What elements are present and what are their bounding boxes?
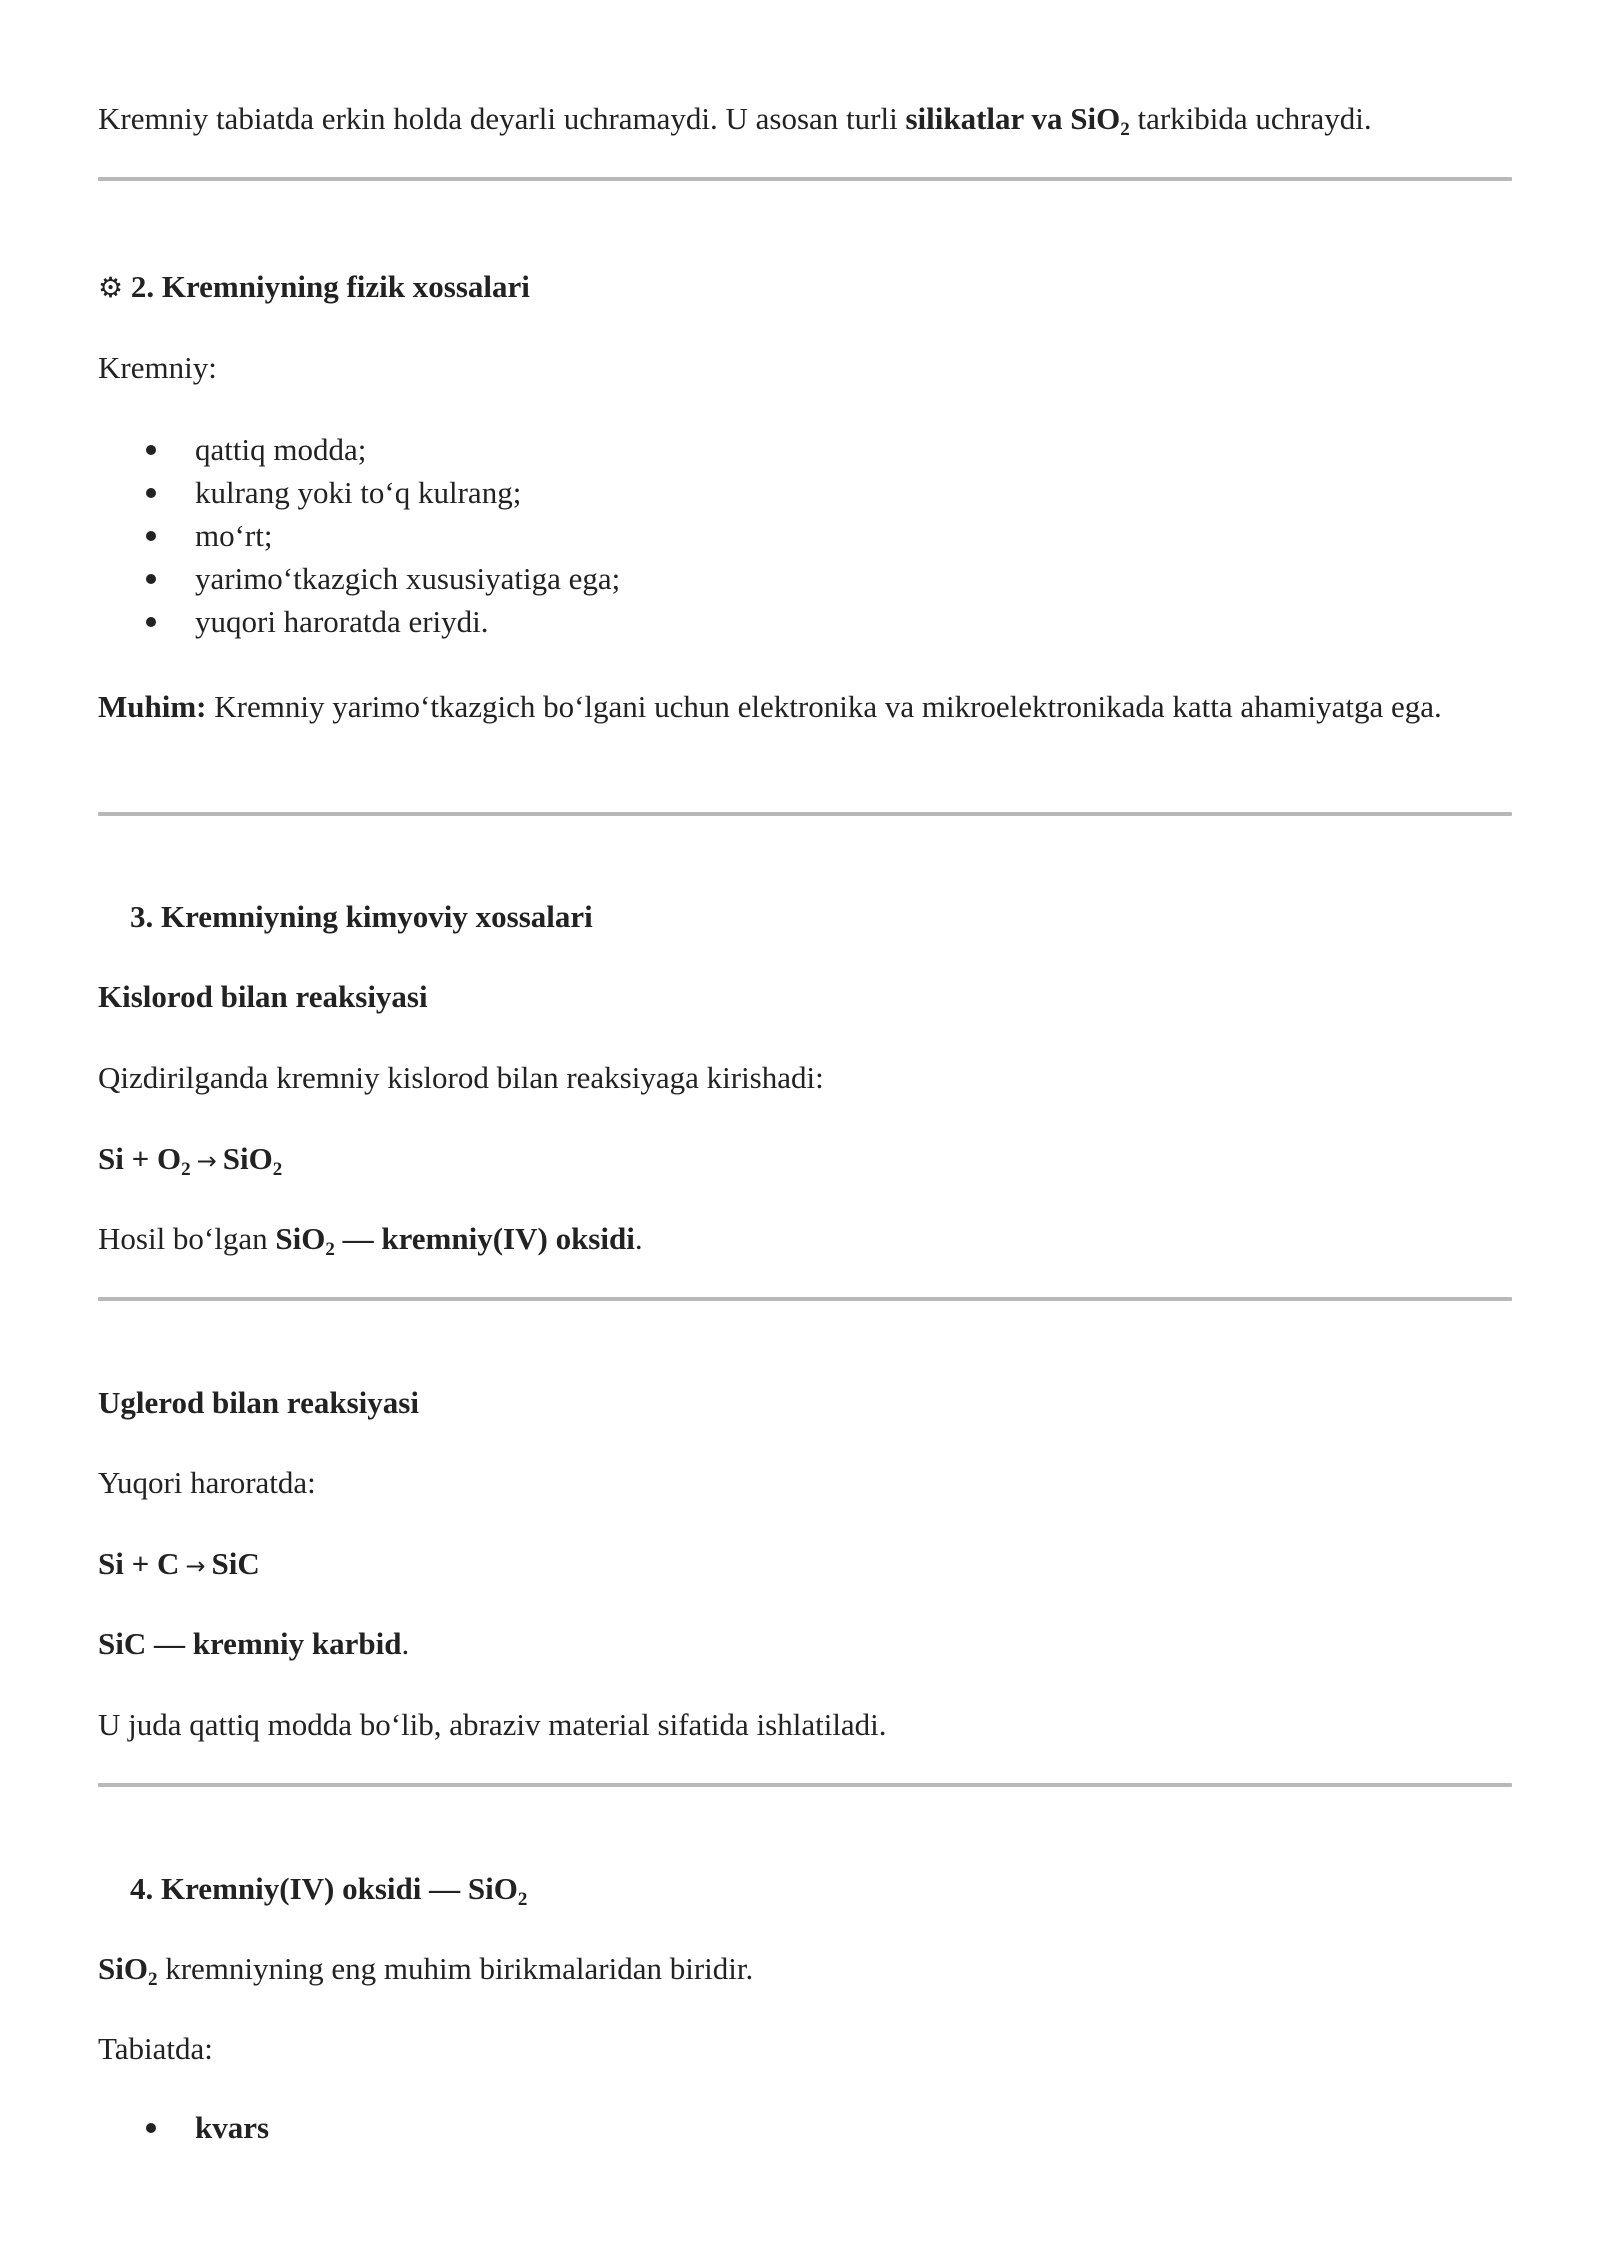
gear-icon: ⚙ xyxy=(98,271,124,304)
section-4-subscript: 2 xyxy=(517,1889,528,1910)
bullet-icon xyxy=(146,2123,156,2133)
important-note xyxy=(98,684,1512,732)
list-item: kvars xyxy=(98,2106,269,2149)
section-4-heading xyxy=(130,1866,527,1911)
oxygen-reaction-text: Qizdirilganda kremniy kislorod bilan reaksiyaga kirishadi: xyxy=(98,1060,824,1095)
carbon-reaction-heading: Uglerod bilan reaksiyasi xyxy=(98,1385,419,1420)
intro-paragraph xyxy=(98,96,1372,141)
carbon-reaction-text: Yuqori haroratda: xyxy=(98,1465,316,1500)
list-item: yuqori haroratda eriydi. xyxy=(98,600,620,643)
section-2-lead: Kremniy: xyxy=(98,350,217,385)
list-item: kulrang yoki to‘q kulrang; xyxy=(98,471,620,514)
nature-forms-list xyxy=(98,2106,269,2149)
bullet-icon xyxy=(146,531,156,541)
arrow-icon: → xyxy=(196,1147,217,1175)
bullet-icon xyxy=(146,445,156,455)
intro-subscript: 2 xyxy=(1120,119,1130,140)
section-4-title: 4. Kremniy(IV) oksidi — SiO xyxy=(130,1871,518,1906)
bullet-icon xyxy=(146,574,156,584)
divider xyxy=(98,1297,1512,1301)
physical-properties-list xyxy=(98,428,620,643)
divider xyxy=(98,1783,1512,1787)
bullet-icon xyxy=(146,488,156,498)
sio2-intro: SiO$_2$ kremniyning eng muhim birikmalaridan biridir. xyxy=(98,1951,754,1990)
list-item: qattiq modda; xyxy=(98,428,620,471)
oxygen-equation: $Si + O_2 \to SiO_2$ xyxy=(98,1141,283,1180)
oxygen-reaction-heading: Kislorod bilan reaksiyasi xyxy=(98,979,428,1014)
section-2-title: 2. Kremniyning fizik xossalari xyxy=(130,269,530,304)
carbide-definition: SiC — kremniy karbid. xyxy=(98,1626,410,1661)
intro-bold: silikatlar va SiO xyxy=(905,101,1121,136)
section-3-title: 3. Kremniyning kimyoviy xossalari xyxy=(130,899,593,934)
list-item: mo‘rt; xyxy=(98,514,620,557)
note-label: Muhim: xyxy=(98,689,207,724)
section-2-heading xyxy=(98,264,530,310)
intro-text-end: tarkibida uchraydi. xyxy=(1129,101,1372,136)
divider xyxy=(98,177,1512,181)
section-4-lead: Tabiatda: xyxy=(98,2031,213,2066)
carbide-description: U juda qattiq modda bo‘lib, abraziv material sifatida ishlatiladi. xyxy=(98,1707,887,1742)
divider xyxy=(98,812,1512,816)
note-text: Kremniy yarimo‘tkazgich bo‘lgani uchun elektronika va mikroelektronikada katta ahamiyatga ega. xyxy=(206,689,1442,724)
bullet-icon xyxy=(146,617,156,627)
arrow-icon: → xyxy=(185,1552,206,1580)
list-item: yarimo‘tkazgich xususiyatiga ega; xyxy=(98,557,620,600)
intro-text: Kremniy tabiatda erkin holda deyarli uchramaydi. U asosan turli xyxy=(98,101,906,136)
oxygen-result-text: Hosil bo‘lgan SiO$_2$ — kremniy(IV) oksidi. xyxy=(98,1221,643,1260)
carbon-equation: Si + C → SiC xyxy=(98,1546,260,1581)
